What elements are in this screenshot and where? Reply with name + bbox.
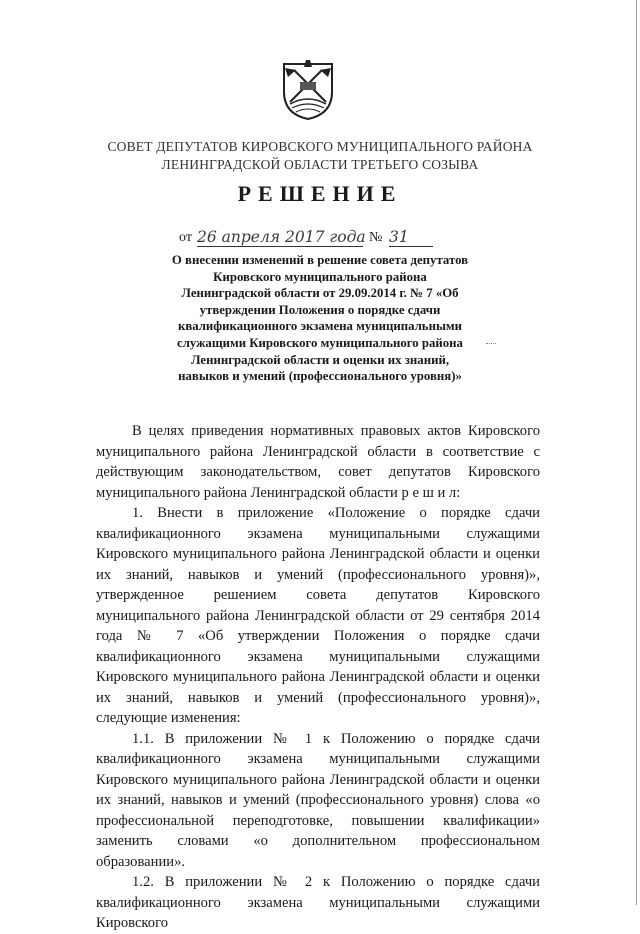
body-paragraph-item-1: 1. Внести в приложение «Положение о порядке сдачи квалификационного экзамена муниципальными служащими Кировского муниципального района Ленинградской области и оценки их знаний, навыков и умений (профессионального уровня)», утвержденное решением совета депутатов Кировского муниципального района Ленинградской области от 29 сентября 2014 года № 7 «Об утверждении Положения о порядке сдачи квалификационного экзамена муниципальными служащими Кировского муниципального района Ленинградской области и оценки их знаний, навыков и умений (профессионального уровня)», следующие изменения:	[96, 505, 540, 726]
document-type-title: РЕШЕНИЕ	[237, 181, 403, 206]
scan-artifact	[486, 343, 496, 346]
handwritten-date: 26 апреля 2017 года	[197, 228, 366, 246]
body-paragraph-item-1-1: 1.1. В приложении № 1 к Положению о порядке сдачи квалификационного экзамена муниципальными служащими Кировского муниципального района Ленинградской области и оценки их знаний, навыков и умений (профессионального уровня) слова «о профессиональной переподготовке, повышении квалификации» заменить словами «о дополнительном профессиональном образовании».	[96, 730, 540, 870]
council-name: СОВЕТ ДЕПУТАТОВ КИРОВСКОГО МУНИЦИПАЛЬНОГО РАЙОНА ЛЕНИНГРАДСКОЙ ОБЛАСТИ ТРЕТЬЕГО СОЗЫВА	[107, 139, 533, 172]
body-paragraph-item-1-2: 1.2. В приложении № 2 к Положению о порядке сдачи квалификационного экзамена муниципальными служащими Кировского	[96, 874, 540, 931]
date-prefix: от	[179, 230, 192, 245]
decision-body	[96, 421, 540, 934]
scan-edge-line	[636, 0, 637, 905]
decision-subject: О внесении изменений в решение совета депутатов Кировского муниципального района Ленинградской области от 29.09.2014 г. № 7 «Об утверждении Положения о порядке сдачи квалификационного экзамена муниципальными служащими Кировского муниципального района Ленинградской области и оценки их знаний, навыков и умений (профессионального уровня)»	[171, 253, 469, 384]
coat-of-arms-icon	[282, 58, 334, 120]
body-paragraph-preamble: В целях приведения нормативных правовых актов Кировского муниципального района Ленинградской области в соответствие с действующим законодательством, совет депутатов Кировского муниципального района Ленинградской области р е ш и л:	[96, 423, 540, 501]
number-prefix: №	[369, 230, 383, 245]
handwritten-number: 31	[389, 228, 433, 247]
